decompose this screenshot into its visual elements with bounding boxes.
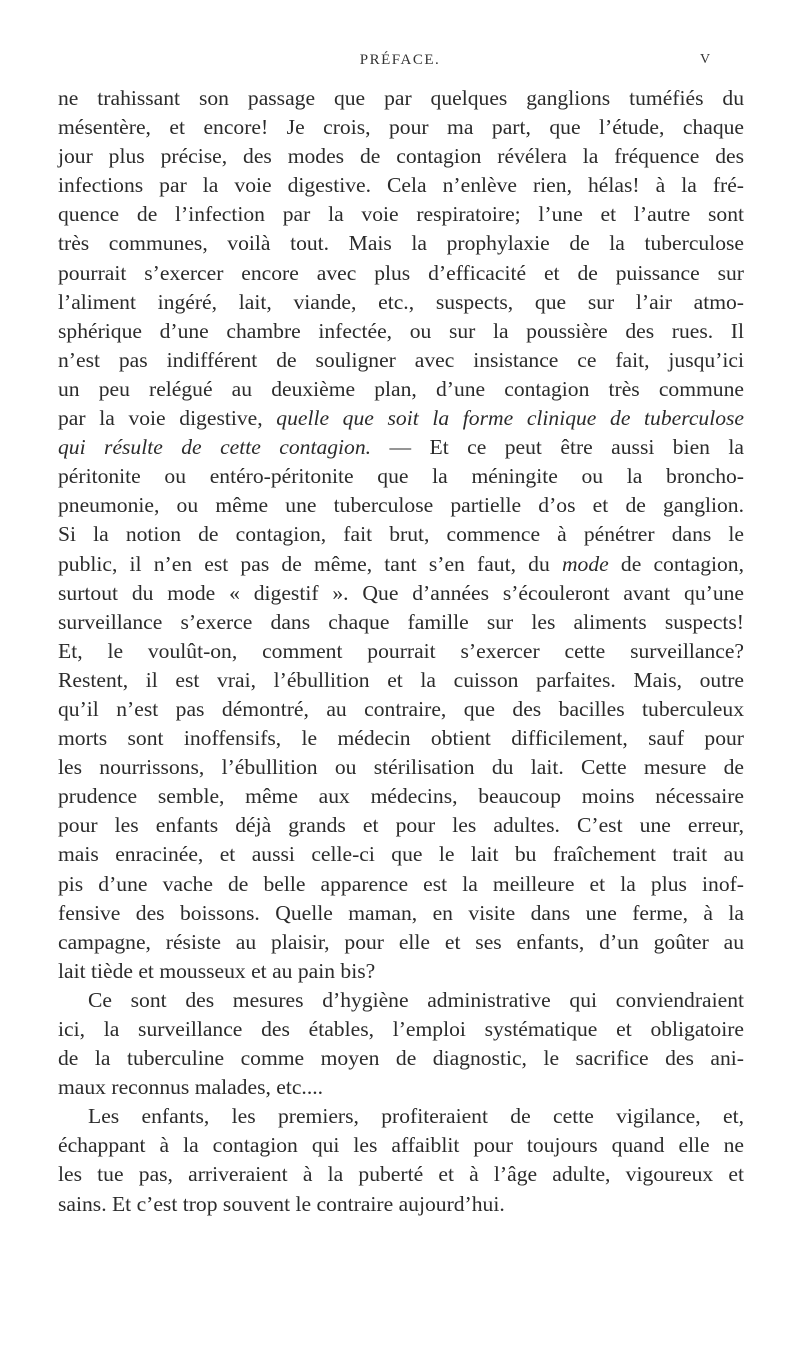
text-line: sains. Et c’est trop souvent le contraire aujourd’hui. [58, 1191, 505, 1216]
text-line: l’aliment ingéré, lait, viande, etc., suspects, que sur l’air atmo- [58, 289, 744, 314]
text-line: ne trahissant son passage que par quelques ganglions tuméfiés du [58, 86, 744, 110]
text-line: Et, le voulût-on, comment pourrait s’exercer cette surveillance? [58, 638, 744, 663]
text-line: mais enracinée, et aussi celle-ci que le lait bu fraîchement trait au [58, 842, 744, 867]
text-line: Restent, il est vrai, l’ébullition et la cuisson parfaites. Mais, outre [58, 667, 744, 692]
italic-phrase: quelle que soit la forme clinique de tuberculose [276, 406, 744, 431]
text-line: lait tiède et mousseux et au pain bis? [58, 958, 376, 983]
text-line: ici, la surveillance des étables, l’emploi systématique et obligatoire [58, 1017, 744, 1041]
body-text [58, 84, 744, 1219]
text-line: les tue pas, arriveraient à la puberté et à l’âge adulte, vigoureux et [58, 1162, 744, 1187]
text-line: maux reconnus malades, etc.... [58, 1075, 324, 1100]
text-line: surtout du mode « digestif ». Que d’années s’écouleront avant qu’une [58, 580, 744, 605]
text-line: prudence semble, même aux médecins, beaucoup moins nécessaire [58, 784, 744, 809]
running-title: PRÉFACE. [359, 52, 441, 68]
text-line: pourrait s’exercer encore avec plus d’efficacité et de puissance sur [58, 260, 744, 285]
text-line: de la tuberculine comme moyen de diagnostic, le sacrifice des ani- [58, 1046, 744, 1071]
paragraph [58, 986, 744, 1102]
text-line: pis d’une vache de belle apparence est la meilleure et la plus inof- [58, 871, 744, 896]
text-line: pneumonie, ou même une tuberculose partielle d’os et de ganglion. [58, 493, 744, 518]
text-line: qu’il n’est pas démontré, au contraire, que des bacilles tuberculeux [58, 696, 744, 721]
text-line: un peu relégué au deuxième plan, d’une contagion très commune [58, 376, 744, 401]
text-line: très communes, voilà tout. Mais la prophylaxie de la tuberculose [58, 231, 744, 256]
text-line: sphérique d’une chambre infectée, ou sur la poussière des rues. Il [58, 318, 744, 343]
text-line: Les enfants, les premiers, profiteraient de cette vigilance, et, [88, 1104, 744, 1129]
text-line: échappant à la contagion qui les affaiblit pour toujours quand elle ne [58, 1133, 744, 1158]
text-line: fensive des boissons. Quelle maman, en visite dans une ferme, à la [58, 900, 744, 925]
text-line: qui résulte de cette contagion. — Et ce peut être aussi bien la [58, 435, 744, 460]
italic-phrase: mode [561, 551, 609, 576]
text-line: public, il n’en est pas de même, tant s’en faut, du mode de contagion, [58, 551, 745, 576]
paragraph [58, 1102, 744, 1218]
text-line: pour les enfants déjà grands et pour les adultes. C’est une erreur, [58, 813, 744, 838]
text-line: par la voie digestive, quelle que soit la forme clinique de tuberculose [58, 406, 744, 431]
text-line: Si la notion de contagion, fait brut, commence à pénétrer dans le [58, 522, 744, 547]
text-line: infections par la voie digestive. Cela n’enlève rien, hélas! à la fré- [58, 173, 744, 198]
running-head [0, 52, 800, 74]
text-line: les nourrissons, l’ébullition ou stérilisation du lait. Cette mesure de [58, 755, 744, 780]
text-line: Ce sont des mesures d’hygiène administrative qui conviendraient [88, 987, 744, 1012]
text-line: n’est pas indifférent de souligner avec insistance ce fait, jusqu’ici [58, 347, 744, 372]
italic-phrase: qui résulte de cette contagion. [58, 435, 372, 460]
text-line: morts sont inoffensifs, le médecin obtient difficilement, sauf pour [58, 726, 744, 751]
text-line: péritonite ou entéro-péritonite que la méningite ou la broncho- [58, 464, 744, 489]
text-line: jour plus précise, des modes de contagion révélera la fréquence des [58, 144, 744, 169]
text-line: surveillance s’exerce dans chaque famille sur les aliments suspects! [58, 609, 744, 634]
text-line: quence de l’infection par la voie respiratoire; l’une et l’autre sont [58, 202, 744, 227]
text-line: campagne, résiste au plaisir, pour elle et ses enfants, d’un goûter au [58, 929, 744, 954]
text-line: mésentère, et encore! Je crois, pour ma part, que l’étude, chaque [58, 115, 744, 140]
page-number: V [700, 52, 711, 67]
paragraph [58, 84, 744, 986]
